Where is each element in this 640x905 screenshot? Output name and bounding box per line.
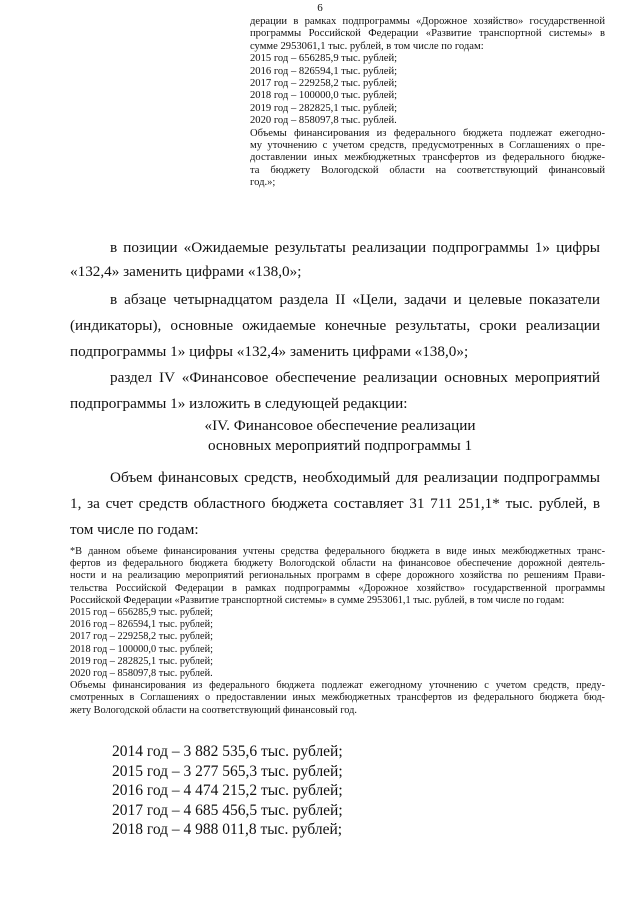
note-line: год.»; [250, 177, 276, 189]
page-number: 6 [317, 2, 323, 14]
text-line: подпрограммы 1» цифры «132,4» заменить цифрами «138,0»; [70, 343, 469, 360]
year-line: 2019 год – 282825,1 тыс. рублей; [250, 102, 398, 114]
note-line: Объемы финансирования из федерального бюджета подлежат ежегодно- [250, 127, 605, 139]
footnote [70, 546, 605, 717]
annual-total-line: 2014 год – 3 882 535,6 тыс. рублей; [112, 743, 343, 760]
text-line: программы Российской Федерации «Развитие транспортной системы» в [250, 28, 605, 40]
note-line: та бюджету Вологодской области на соответствующий финансовый [250, 164, 605, 176]
text-line: 1, за счет средств областного бюджета составляет 31 711 251,1* тыс. рублей, в [70, 495, 600, 512]
year-line: 2015 год – 656285,9 тыс. рублей; [250, 53, 398, 65]
footnote-note-line: смотренных в Соглашениях о предоставлении иных межбюджетных трансфертов из федерального бюджета бюд- [70, 692, 605, 704]
year-line: 2018 год – 100000,0 тыс. рублей; [250, 90, 398, 102]
text-line: сумме 2953061,1 тыс. рублей, в том числе по годам: [250, 40, 484, 52]
continued-passport-text [250, 16, 605, 190]
text-line: раздел IV «Финансовое обеспечение реализации основных мероприятий [110, 369, 600, 386]
paragraph-expected-results [70, 238, 600, 282]
text-line: в абзаце четырнадцатом раздела II «Цели, задачи и целевые показатели [110, 291, 600, 308]
annual-total-line: 2015 год – 3 277 565,3 тыс. рублей; [112, 762, 343, 780]
paragraph-funding-volume [70, 468, 600, 540]
footnote-note-line: жету Вологодской области на соответствующий финансовый год. [70, 704, 357, 716]
heading-line: основных мероприятий подпрограммы 1 [207, 437, 473, 454]
footnote-year-line: 2018 год – 100000,0 тыс. рублей; [70, 643, 213, 655]
section-heading [70, 416, 610, 456]
year-line: 2016 год – 826594,1 тыс. рублей; [250, 65, 398, 77]
annual-total-line: 2017 год – 4 685 456,5 тыс. рублей; [112, 801, 343, 819]
note-line: му уточнению с учетом средств, предусмотренных в Соглашениях о пре- [250, 140, 605, 152]
text-line: том числе по годам: [70, 521, 199, 538]
text-line: «132,4» заменить цифрами «138,0»; [70, 263, 302, 280]
text-line: в позиции «Ожидаемые результаты реализации подпрограммы 1» цифры [110, 239, 600, 256]
footnote-note-line: Объемы финансирования из федерального бюджета подлежат ежегодному уточнению с учетом средств, преду- [70, 680, 605, 692]
note-line: доставлении иных межбюджетных трансфертов из федерального бюдже- [250, 152, 605, 164]
footnote-year-line: 2020 год – 858097,8 тыс. рублей. [70, 668, 213, 680]
footnote-year-line: 2016 год – 826594,1 тыс. рублей; [70, 619, 213, 631]
text-line: (индикаторы), основные ожидаемые конечные результаты, сроки реализации [70, 317, 600, 334]
footnote-line: тельства Российской Федерации в рамках подпрограммы «Дорожное хозяйство» государственной программы [70, 582, 605, 594]
paragraph-section-four [70, 368, 600, 414]
footnote-year-line: 2019 год – 282825,1 тыс. рублей; [70, 655, 213, 667]
footnote-year-line: 2015 год – 656285,9 тыс. рублей; [70, 607, 213, 619]
footnote-line: фертов из федерального бюджета бюджету Вологодской области на финансовое обеспечение дорожной деятель- [70, 558, 605, 570]
annual-total-line: 2016 год – 4 474 215,2 тыс. рублей; [112, 782, 343, 800]
footnote-line: Российской Федерации «Развитие транспортной системы» в сумме 2953061,1 тыс. рублей, в том числе по годам: [70, 594, 565, 606]
year-line: 2020 год – 858097,8 тыс. рублей. [250, 115, 397, 127]
footnote-year-line: 2017 год – 229258,2 тыс. рублей; [70, 631, 213, 643]
annual-totals-list [112, 742, 343, 840]
text-line: дерации в рамках подпрограммы «Дорожное хозяйство» государственной [250, 16, 605, 27]
heading-line: «IV. Финансовое обеспечение реализации [204, 417, 476, 434]
footnote-line: *В данном объеме финансирования учтены средства федерального бюджета в виде иных межбюджетных транс- [70, 546, 605, 557]
footnote-line: ности и на реализацию мероприятий региональных программ в сфере дорожного хозяйства по решениям Прави- [70, 570, 605, 582]
year-line: 2017 год – 229258,2 тыс. рублей; [250, 78, 398, 90]
annual-total-line: 2018 год – 4 988 011,8 тыс. рублей; [112, 821, 343, 839]
text-line: Объем финансовых средств, необходимый для реализации подпрограммы [110, 469, 600, 486]
paragraph-section-two [70, 290, 600, 362]
text-line: подпрограммы 1» изложить в следующей редакции: [70, 395, 408, 412]
